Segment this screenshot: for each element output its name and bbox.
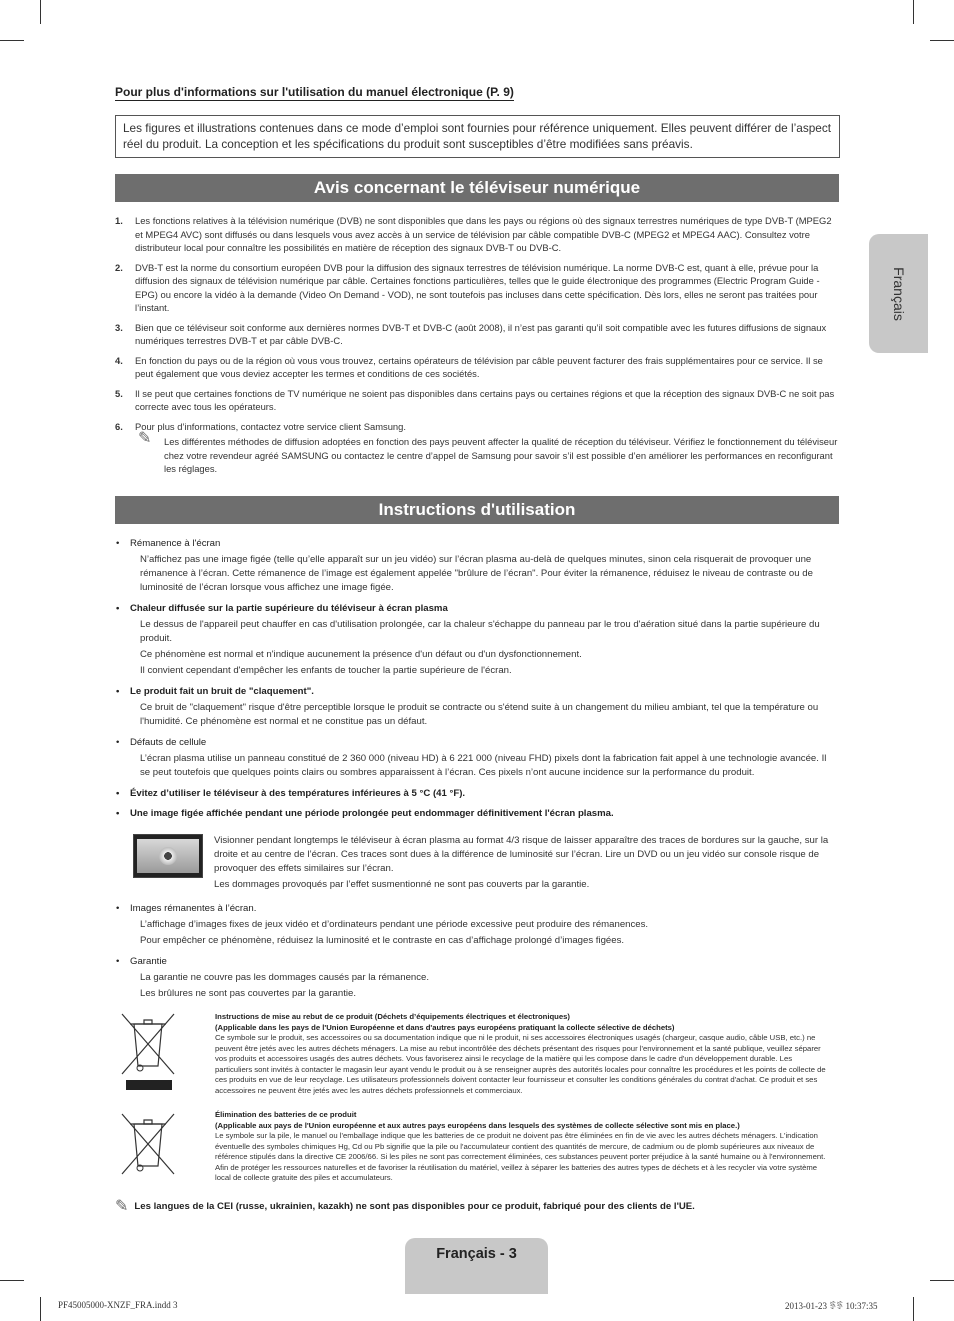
crop-mark: [930, 40, 954, 41]
crop-mark: [913, 1297, 914, 1321]
list-item: 3. Bien que ce téléviseur soit conforme aux dernières normes DVB-T et DVB-C (août 2008), il n’est pas garanti qu’il soit compatible avec les futures diffusions de signaux numériques terrestres DVB-T et par câble DVB-C.: [115, 321, 827, 346]
list-item: • Évitez d’utiliser le téléviseur à des températures inférieures à 5 °C (41 °F).: [116, 788, 466, 799]
tv-image: [133, 834, 203, 878]
list-item: 2. DVB-T est la norme du consortium européen DVB pour la diffusion des signaux terrestres de télévision numérique. La norme DVB-C est, quant à elle, prévue pour la diffusion des signaux de télévision numérique par câble. Certaines fonctions particulières, telles que le guide électronique des programmes (Electric Program Guide - EPG) ou encore la vidéo à la demande (Video On Demand - VOD), ne sont toutefois pas incluses dans cette spécification. Dès lors, elles ne seront pas traitées pour l’instant.: [115, 261, 820, 313]
footer-timestamp: 2013-01-23 ꈈꈈ 10:37:35: [785, 1301, 878, 1311]
language-tab[interactable]: Français: [869, 234, 928, 353]
section-title-instructions: Instructions d'utilisation: [115, 496, 839, 524]
crop-mark: [0, 40, 24, 41]
page-number: Français - 3: [405, 1238, 548, 1294]
crop-mark: [930, 1280, 954, 1281]
list-item: • Chaleur diffusée sur la partie supérieure du téléviseur à écran plasma Le dessus de l'appareil peut chauffer en cas d'utilisation prolongée, car la chaleur s'échappe du panneau par le trou d'aération situé dans la partie supérieure du produit. Ce phénomène est normal et n'indique aucunement la présence d'un défaut ou d'un dysfonctionnement. Il convient cependant d'empêcher les enfants de toucher la partie supérieure de l'écran.: [116, 603, 820, 676]
list-item: • Une image figée affichée pendant une période prolongée peut endommager définitivement l'écran plasma.: [116, 808, 614, 819]
list-item: 4. En fonction du pays ou de la région où vous vous trouvez, certains opérateurs de télévision par câble peuvent facturer des frais supplémentaires pour ce service. Il se peut également que vous deviez accepter les termes et conditions de ces sociétés.: [115, 354, 823, 379]
footer-filename: PF45005000-XNZF_FRA.indd 3: [58, 1300, 178, 1310]
note: ✎ Les différentes méthodes de diffusion adoptées en fonction des pays peuvent affecter la qualité de réception du téléviseur. Vérifiez le fonctionnement du téléviseur chez votre revendeur agréé SAMSUNG ou contactez le centre d’appel de Samsung pour savoir s’il est possible d’en améliorer les performances en reconfigurant les réglages.: [138, 430, 838, 474]
digital-tv-list: [115, 214, 839, 482]
list-item: 1. Les fonctions relatives à la télévision numérique (DVB) ne sont disponibles que dans les pays ou régions où des signaux terrestres numériques de type DVB-T (MPEG2 et MPEG4 AVC) sont diffusés ou dans lesquels vous avez accès à un service de télévision par câble compatible DVB-C (MPEG2 et MPEG4 AAC). Consultez votre distributeur local pour connaître les possibilités en matière de réception des signaux DVB-T ou DVB-C.: [115, 215, 832, 253]
instructions-list: [115, 537, 839, 1008]
manual-link[interactable]: Pour plus d'informations sur l'utilisation du manuel électronique (P. 9): [115, 85, 514, 99]
list-item: 5. Il se peut que certaines fonctions de TV numérique ne soient pas disponibles dans certains pays ou certaines régions et que la réception des signaux DVB-C ne soit pas correcte avec tous les opérateurs.: [115, 387, 835, 412]
list-item: • Garantie La garantie ne couvre pas les dommages causés par la rémanence. Les brûlures ne sont pas couvertes par la garantie.: [116, 956, 430, 999]
section-title-digital-tv: Avis concernant le téléviseur numérique: [115, 174, 839, 202]
crop-mark: [40, 1297, 41, 1321]
list-item: 6. Pour plus d’informations, contactez votre service client Samsung. ✎ Les différentes méthodes de diffusion adoptées en fonction des pays peuvent affecter la qualité de réception du téléviseur. Vérifiez le fonctionnement du téléviseur chez votre revendeur agréé SAMSUNG ou contactez le centre d’appel de Samsung pour savoir s’il est possible d’en améliorer les performances en reconfigurant les réglages.: [115, 420, 838, 474]
plasma-warning: Visionner pendant longtemps le téléviseur à écran plasma au format 4/3 risque de laisser apparaître des traces de bordures sur la gauche, sur la droite et au centre de l’écran. Ces traces sont dues à la différence de luminosité sur l’écran. Lire un DVD ou un jeu vidéo sur console risque de provoquer des effets similaires sur l’écran. Les dommages provoqués par l’effet susmentionné ne sont pas couverts par la garantie.: [115, 834, 839, 892]
disposal-batteries: Élimination des batteries de ce produit (Applicable aux pays de l'Union européenne et aux autres pays européens dans lesquels des systèmes de collecte sélective sont mis en place.) Le symbole sur la pile, le manuel ou l'emballage indique que les batteries de ce produit ne doivent pas être éliminées en fin de vie avec les autres déchets ménagers. L'indication éventuelle des symboles chimiques Hg, Cd ou Pb signifie que la pile ou l'accumulateur contient des quantités de mercure, de cadmium ou de plomb supérieures aux niveaux de référence stipulés dans la directive CE 2006/66. Si les piles ne sont pas correctement éliminées, ces substances peuvent porter préjudice à la santé humaine ou à l'environnement. Afin de protéger les ressources naturelles et de favoriser la réutilisation du matériel, veillez à séparer les batteries des autres types de déchets et à les recycler via votre système local de collecte gratuite des piles et accumulateurs.: [215, 1110, 826, 1182]
cei-note: ✎ Les langues de la CEI (russe, ukrainien, kazakh) ne sont pas disponibles pour ce produit, fabriqué pour des clients de l'UE.: [115, 1198, 695, 1215]
crossed-bin-icon: [118, 1010, 178, 1092]
pencil-icon: ✎: [115, 1198, 129, 1215]
list-item: • Images rémanentes à l’écran. L’affichage d’images fixes de jeux vidéo et d’ordinateurs pendant une période excessive peut produire des rémanences. Pour empêcher ce phénomène, réduisez la luminosité et le contraste en cas d’affichage prolongé d’images figées.: [116, 903, 649, 946]
disposal-weee: Instructions de mise au rebut de ce produit (Déchets d’équipements électriques et électroniques) (Applicable dans les pays de l'Union Européenne et dans d'autres pays européens pratiquant la collecte sélective de déchets) Ce symbole sur le produit, ses accessoires ou sa documentation indique que ni le produit, ni ses accessoires électroniques usagés (chargeur, casque audio, câble USB, etc.) ne peuvent être jetés avec les autres déchets ménagers. La mise au rebut incontrôlée des déchets présentant des risques pour l'environnement et la santé publique, veuillez séparer vos produits et accessoires usagés des autres déchets. Vous favoriserez ainsi le recyclage de la matière qui les compose dans le cadre d'un développement durable. Les particuliers sont invités à contacter le magasin leur ayant vendu le produit ou à se renseigner auprès des autorités locales pour connaître les procédures et les points de collecte de ces produits en vue de leur recyclage. Les utilisateurs professionnels doivent contacter leur fournisseur et consulter les conditions générales du contrat d'achat. Ce produit et ses accessoires ne peuvent être jetés avec les autres déchets professionnels et commerciaux.: [215, 1012, 826, 1095]
crop-mark: [0, 1280, 24, 1281]
list-item: • Le produit fait un bruit de "claquement". Ce bruit de "claquement" risque d'être perceptible lorsque le produit se contracte ou s'étend suite à un changement du milieu ambiant, tel que la température ou l'humidité. Ce phénomène est normal et ne constitue pas un défaut.: [116, 686, 819, 727]
pencil-icon: ✎: [138, 430, 152, 447]
list-item: • Défauts de cellule L’écran plasma utilise un panneau constitué de 2 360 000 (niveau HD) à 6 221 000 (niveau FHD) pixels dont la fabrication fait appel à une technologie avancée. Il se peut toutefois que quelques points clairs ou sombres apparaissent à l’écran. Ces pixels n’ont aucune incidence sur la performance du produit.: [116, 737, 827, 778]
crossed-bin-icon: [118, 1110, 178, 1176]
crop-mark: [40, 0, 41, 24]
crop-mark: [913, 0, 914, 24]
disclaimer-box: Les figures et illustrations contenues dans ce mode d’emploi sont fournies pour référence uniquement. Elles peuvent différer de l’aspect réel du produit. La conception et les spécifications du produit sont susceptibles d’être modifiées sans préavis.: [115, 115, 840, 158]
list-item: • Rémanence à l'écran N’affichez pas une image figée (telle qu’elle apparaît sur un jeu vidéo) sur l’écran plasma au-delà de quelques minutes, sinon cela risquerait de provoquer une rémanence à l’écran. Cette rémanence de l’image est également appelée "brûlure de l’écran". Pour éviter la rémanence, réduisez le niveau de contraste ou de luminosité de l’écran lorsque vous affichez une image figée.: [116, 538, 813, 593]
